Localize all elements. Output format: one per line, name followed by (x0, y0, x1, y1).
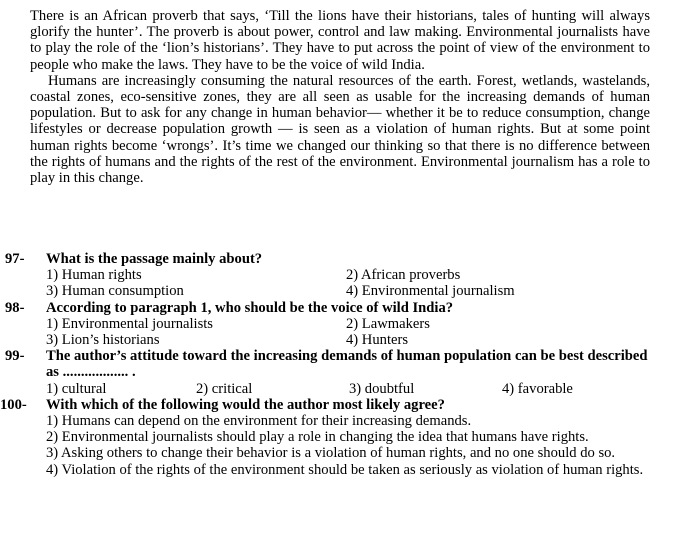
answer-option-2[interactable]: 2) African proverbs (346, 267, 461, 284)
question-number: 100- (0, 396, 27, 413)
answer-options (46, 381, 650, 397)
answer-option-4[interactable]: 4) Hunters (346, 331, 409, 348)
question-97 (0, 251, 682, 300)
question-text: With which of the following would the author most likely agree? (46, 396, 445, 413)
answer-option-2[interactable]: 2) critical (196, 380, 253, 397)
passage-paragraph-2: Humans are increasingly consuming the natural resources of the earth. Forest, wetlands, wastelands, coastal zones, eco-sensitive zones, they are all seen as usable for the increasing demands of human population. But to ask for any change in human behavior— whether it be to reduce consumption, change lifestyles or decrease population growth — is seen as a violation of human rights. But at some point human rights become ‘wrongs’. It’s time we changed our thinking so that there is no difference between the rights of humans and the rights of the rest of the environment. Environmental journalism has a role to play in this change. (30, 72, 650, 187)
answer-option-4[interactable]: 4) favorable (502, 380, 573, 397)
answer-option-3[interactable]: 3) Lion’s historians (46, 331, 160, 348)
answer-option-4[interactable]: 4) Environmental journalism (346, 283, 515, 300)
answer-option-4[interactable]: 4) Violation of the rights of the environment should be taken as seriously as violation of human rights. (46, 461, 644, 478)
passage-paragraph-1: There is an African proverb that says, ‘Till the lions have their historians, tales of hunting will always glorify the hunter’. The proverb is about power, control and law making. Environmental journalists have to play the role of the ‘lion’s historians’. They have to put across the point of view of the environment to people who make the laws. They have to be the voice of wild India. (30, 8, 650, 73)
answer-option-1[interactable]: 1) cultural (46, 380, 107, 397)
question-text: According to paragraph 1, who should be the voice of wild India? (46, 299, 454, 316)
answer-option-1[interactable]: 1) Humans can depend on the environment for their increasing demands. (46, 412, 472, 429)
answer-option-1[interactable]: 1) Human rights (46, 267, 142, 284)
question-99 (0, 348, 682, 397)
question-text: The author’s attitude toward the increasing demands of human population can be best described as .................. . (46, 348, 648, 381)
answer-option-3[interactable]: 3) Asking others to change their behavior is a violation of human rights, and no one should do so. (46, 445, 616, 462)
question-number: 99- (5, 348, 25, 365)
answer-option-2[interactable]: 2) Environmental journalists should play a role in changing the idea that humans have rights. (46, 429, 589, 446)
question-number: 98- (5, 299, 25, 316)
reading-passage (30, 8, 650, 186)
question-number: 97- (5, 251, 25, 267)
question-98 (0, 300, 682, 349)
answer-options (46, 316, 650, 348)
answer-option-3[interactable]: 3) Human consumption (46, 283, 184, 300)
answer-option-2[interactable]: 2) Lawmakers (346, 315, 430, 332)
question-100 (0, 397, 682, 478)
answer-options (46, 413, 650, 478)
answer-option-1[interactable]: 1) Environmental journalists (46, 315, 213, 332)
answer-option-3[interactable]: 3) doubtful (349, 380, 415, 397)
question-list (0, 251, 682, 478)
answer-options (46, 267, 650, 299)
question-text: What is the passage mainly about? (46, 251, 263, 267)
